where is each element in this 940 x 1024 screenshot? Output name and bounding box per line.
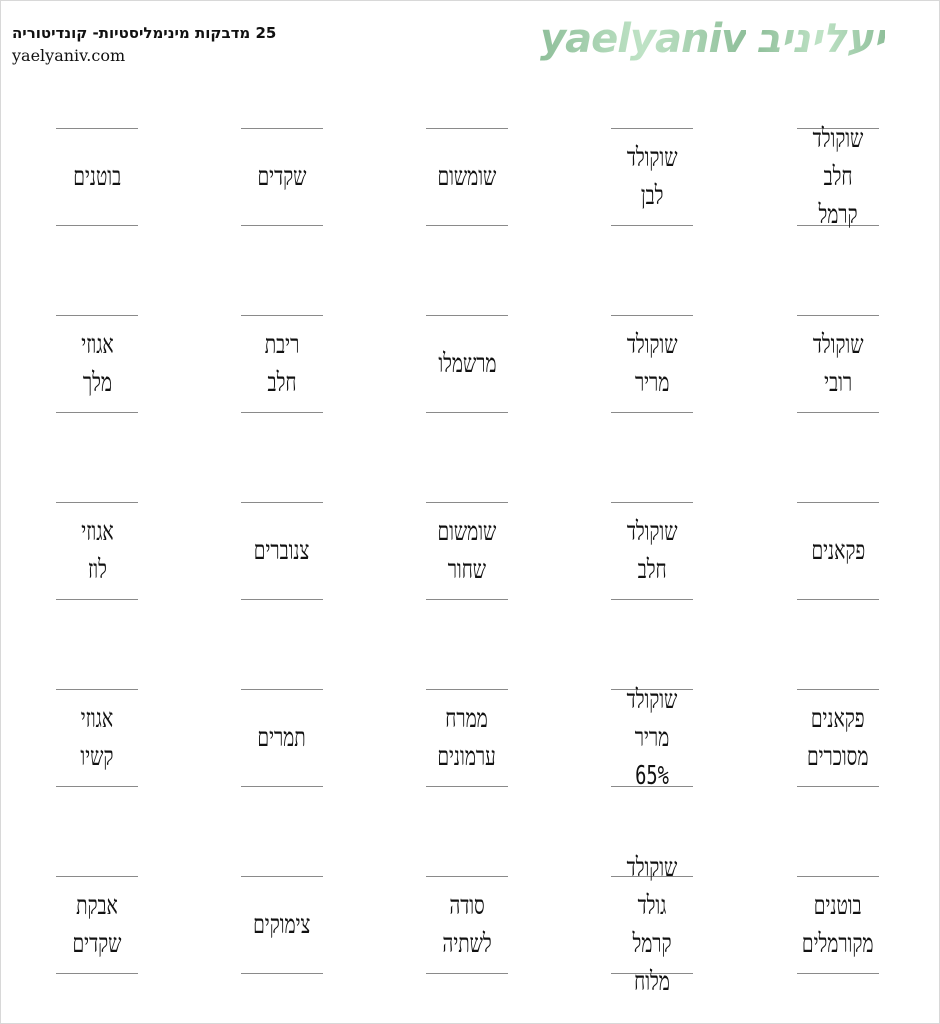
sticker-label-text: שקדים: [257, 162, 307, 192]
sticker-label-text: שומשום: [437, 162, 497, 192]
logo-latin-text: yaelyaniv: [540, 16, 747, 62]
sticker-label: [426, 689, 508, 787]
sticker-label: [797, 876, 879, 974]
site-url: yaelyaniv.com: [12, 46, 126, 65]
sticker-label-text: שוקולד חלב קרמל: [812, 124, 864, 230]
sticker-label: [797, 124, 879, 230]
sticker-label-text: שוקולד לבן: [626, 143, 678, 211]
sticker-label: [611, 128, 693, 226]
sticker-label-text: פקאנים: [811, 536, 865, 566]
sticker-label: [56, 315, 138, 413]
sticker-label: [426, 876, 508, 974]
sticker-label: [241, 876, 323, 974]
sticker-label: [426, 128, 508, 226]
sticker-label-text: שוקולד מריר 65%: [626, 685, 678, 791]
sticker-label: [797, 315, 879, 413]
logo-hebrew-text: יעליניב: [756, 16, 885, 62]
sticker-label-text: שוקולד מריר: [626, 330, 678, 398]
sticker-label-text: צימוקים: [253, 910, 311, 940]
sticker-label-text: אבקת שקדים: [72, 891, 122, 959]
sticker-label-text: מרשמלו: [437, 349, 497, 379]
sticker-label-text: תמרים: [257, 723, 307, 753]
sticker-label: [241, 315, 323, 413]
sticker-label: [241, 502, 323, 600]
page-title: 25 מדבקות מינימליסטיות- קונדיטוריה: [12, 24, 277, 42]
sticker-label-text: ממרח ערמונים: [437, 704, 497, 772]
sticker-label-text: אגוזי לוז: [80, 517, 114, 585]
sticker-label: [56, 689, 138, 787]
sticker-label: [611, 853, 693, 997]
sticker-label: [611, 315, 693, 413]
sticker-label-text: אגוזי קשיו: [80, 704, 114, 772]
sticker-label: [426, 315, 508, 413]
sticker-label: [56, 128, 138, 226]
sticker-label: [797, 502, 879, 600]
sticker-label-text: שומשום שחור: [437, 517, 497, 585]
sticker-label-text: סודה לשתיה: [442, 891, 492, 959]
sticker-label-text: שוקולד רובי: [812, 330, 864, 398]
sticker-label: [56, 502, 138, 600]
sticker-label: [241, 128, 323, 226]
sticker-label-text: פקאנים מסוכרים: [807, 704, 869, 772]
sticker-label-text: צנוברים: [254, 536, 310, 566]
sticker-label-text: שוקולד גולד קרמל מלוח: [626, 853, 678, 997]
sticker-label: [426, 502, 508, 600]
sticker-label-text: אגוזי מלך: [80, 330, 114, 398]
sticker-label: [56, 876, 138, 974]
sticker-label-text: ריבת חלב: [264, 330, 300, 398]
sticker-label-text: בוטנים מקורמלים: [802, 891, 874, 959]
sticker-label-text: בוטנים: [73, 162, 121, 192]
sticker-label: [611, 502, 693, 600]
sticker-label-text: שוקולד חלב: [626, 517, 678, 585]
sticker-label: [241, 689, 323, 787]
sticker-label: [611, 685, 693, 791]
sticker-label: [797, 689, 879, 787]
